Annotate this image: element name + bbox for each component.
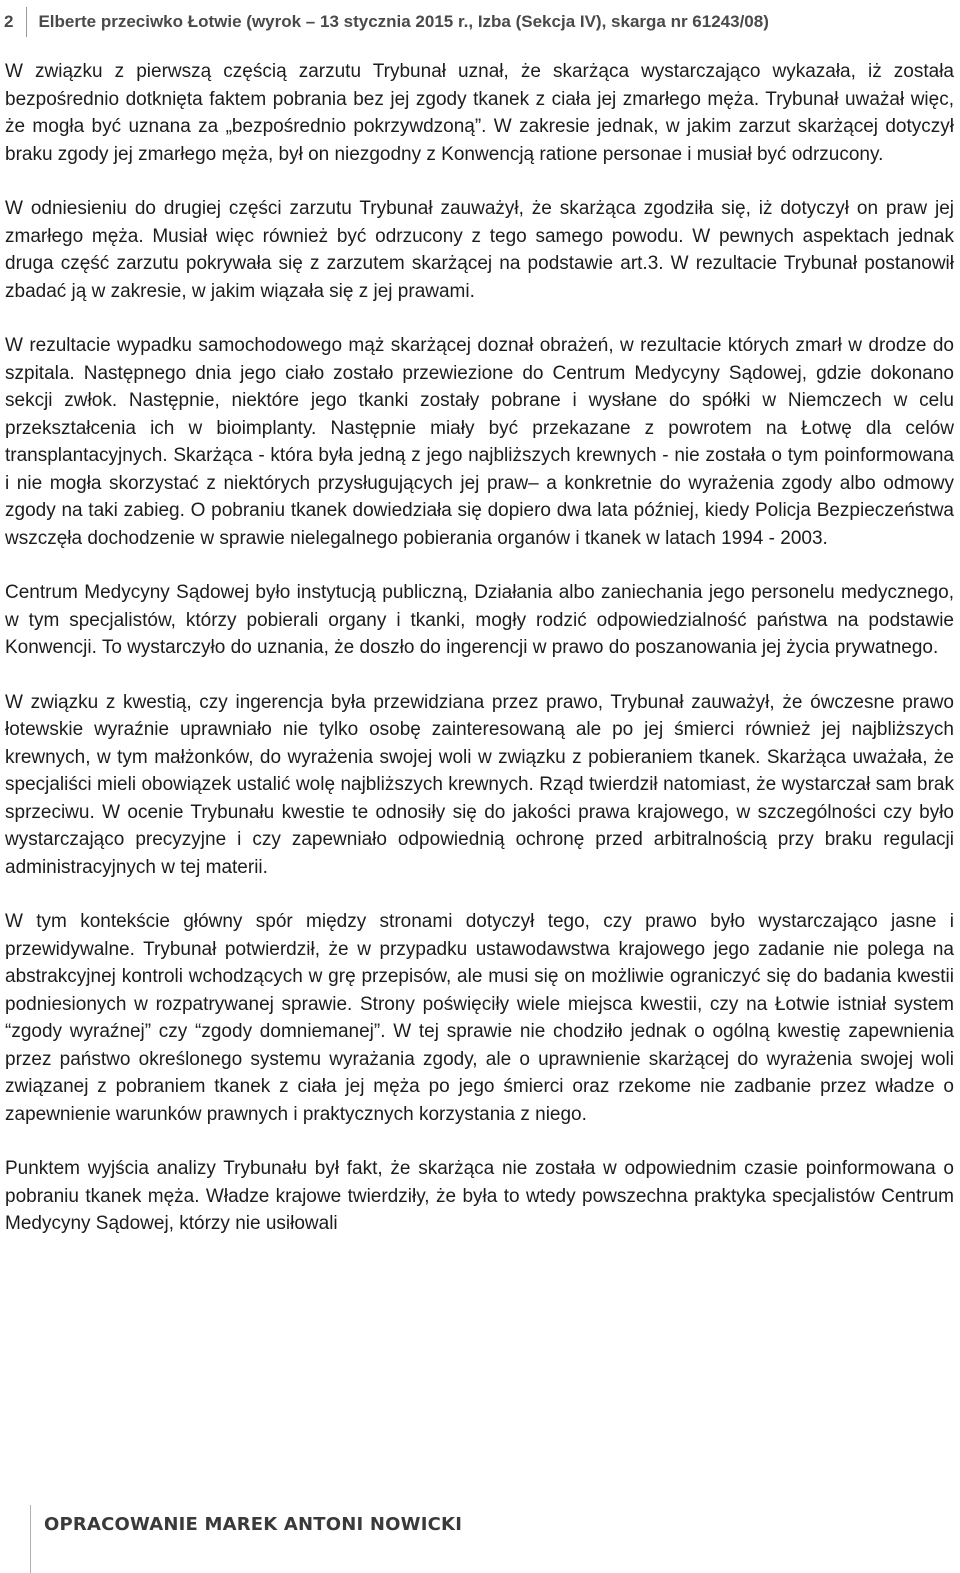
paragraph: W związku z pierwszą częścią zarzutu Trybunał uznał, że skarżąca wystarczająco wykazała, iż została bezpośrednio dotknięta faktem pobrania bez jej zgody tkanek z ciała jej zmarłego męża. Trybunał uważał więc, że mogła być uznana za „bezpośrednio pokrzywdzoną”. W zakresie jednak, w jakim zarzut skarżącej dotyczył braku zgody jej zmarłego męża, był on niezgodny z Konwencją ratione personae i musiał być odrzucony. [5, 61, 954, 165]
paragraph: W związku z kwestią, czy ingerencja była przewidziana przez prawo, Trybunał zauważył, że ówczesne prawo łotewskie wyraźnie uprawniało nie tylko osobę zainteresowaną ale po jej śmierci również jej najbliższych krewnych, w tym małżonków, do wyrażenia swojej woli w związku z pobieraniem tkanek. Skarżąca uważała, że specjaliści mieli obowiązek ustalić wolę najbliższych krewnych. Rząd twierdził natomiast, że wystarczał sam brak sprzeciwu. W ocenie Trybunału kwestie te odnosiły się do jakości prawa krajowego, w szczególności czy było wystarczająco precyzyjne i czy zapewniało odpowiednią ochronę przed arbitralnością przy braku regulacji administracyjnych w tej materii. [5, 691, 954, 878]
paragraph: W rezultacie wypadku samochodowego mąż skarżącej doznał obrażeń, w rezultacie których zmarł w drodze do szpitala. Następnego dnia jego ciało zostało przewiezione do Centrum Medycyny Sądowej, gdzie dokonano sekcji zwłok. Następnie, niektóre jego tkanki zostały pobrane i wysłane do spółki w Niemczech w celu przekształcenia ich w bioimplanty. Następnie miały być przekazane z powrotem na Łotwę dla celów transplantacyjnych. Skarżąca - która była jedną z jego najbliższych krewnych - nie została o tym poinformowana i nie mogła skorzystać z niektórych przysługujących jej praw– a konkretnie do wyrażenia zgody albo odmowy zgody na taki zabieg. O pobraniu tkanek dowiedziała się dopiero dwa lata później, kiedy Policja Bezpieczeństwa wszczęła dochodzenie w sprawie nielegalnego pobierania organów i tkanek w latach 1994 - 2003. [5, 335, 954, 549]
page-number: 2 [4, 12, 14, 31]
running-title: Elberte przeciwko Łotwie (wyrok – 13 stycznia 2015 r., Izba (Sekcja IV), skarga nr 61243/08) [38, 12, 769, 31]
document-body [5, 58, 954, 1265]
paragraph: W tym kontekście główny spór między stronami dotyczył tego, czy prawo było wystarczająco jasne i przewidywalne. Trybunał potwierdził, że w przypadku ustawodawstwa krajowego jego zadanie nie polega na abstrakcyjnej kontroli wchodzących w grę przepisów, ale musi się on możliwie ograniczyć się do badania kwestii podniesionych w rozpatrywanej sprawie. Strony poświęciły wiele miejsca kwestii, czy na Łotwie istniał system “zgody wyraźnej” czy “zgody domniemanej”. W tej sprawie nie chodziło jednak o ogólną kwestię zapewnienia przez państwo określonego systemu wyrażania zgody, ale o uprawnienie skarżącej do wyrażenia swojej woli związanej z pobraniem tkanek z ciała jej męża po jego śmierci oraz rzekome nie zadbanie przez władze o zapewnienie warunków prawnych i praktycznych korzystania z niego. [5, 911, 954, 1125]
footer-divider [30, 1505, 31, 1573]
paragraph: W odniesieniu do drugiej części zarzutu Trybunał zauważył, że skarżąca zgodziła się, iż dotyczył on praw jej zmarłego męża. Musiał więc również być odrzucony z tego samego powodu. W pewnych aspektach jednak druga część zarzutu pokrywała się z zarzutem skarżącej na podstawie art.3. W rezultacie Trybunał postanowił zbadać ją w zakresie, w jakim wiązała się z jej prawami. [5, 198, 954, 302]
footer-author: OPRACOWANIE MAREK ANTONI NOWICKI [44, 1514, 463, 1535]
page-header [4, 6, 769, 38]
paragraph: Punktem wyjścia analizy Trybunału był fakt, że skarżąca nie została w odpowiednim czasie poinformowana o pobraniu tkanek męża. Władze krajowe twierdziły, że była to wtedy powszechna praktyka specjalistów Centrum Medycyny Sądowej, którzy nie usiłowali [5, 1158, 954, 1234]
paragraph: Centrum Medycyny Sądowej było instytucją publiczną, Działania albo zaniechania jego personelu medycznego, w tym specjalistów, którzy pobierali organy i tkanki, mogły rodzić odpowiedzialność państwa na podstawie Konwencji. To wystarczyło do uznania, że doszło do ingerencji w prawo do poszanowania jej życia prywatnego. [5, 582, 954, 658]
header-divider [26, 7, 27, 37]
page-footer [0, 1505, 960, 1573]
